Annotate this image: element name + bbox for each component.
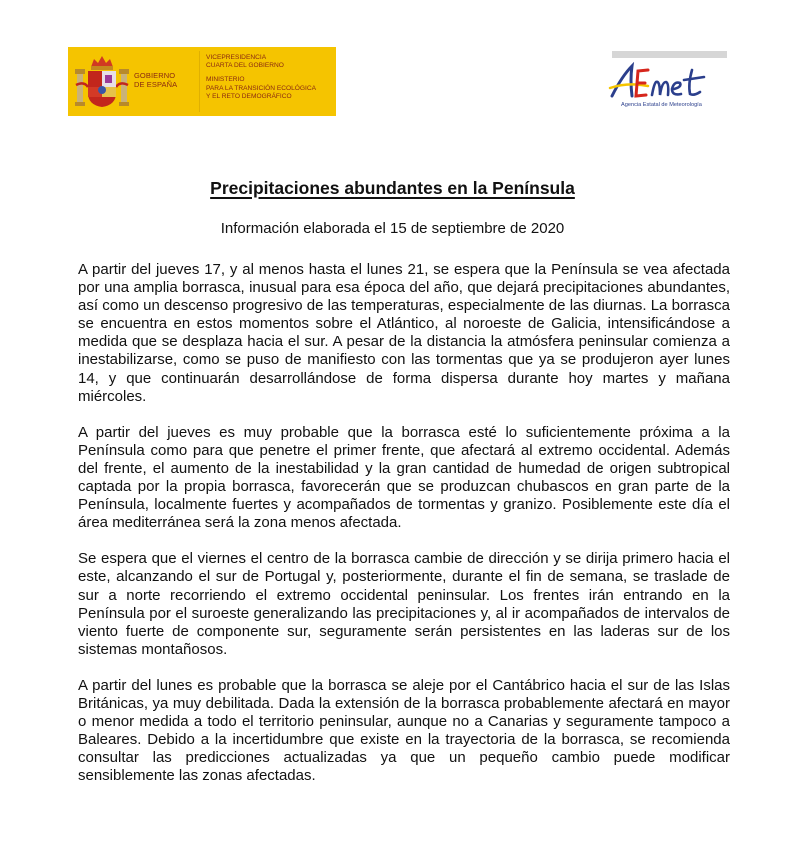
ministry-label xyxy=(206,54,316,101)
aemet-subtitle: Agencia Estatal de Meteorología xyxy=(621,102,702,108)
gobierno-de-espana-label xyxy=(134,71,177,89)
gobierno-line: GOBIERNO xyxy=(134,71,176,80)
paragraph: A partir del lunes es probable que la borrasca se aleje por el Cantábrico hacia el sur de las Islas Británicas, ya muy debilitada. Dada la extensión de la borrasca probablemente afectará en mayor o menor medida a todo el territorio peninsular, aunque no a Canarias y seguramente tampoco a Baleares. Debido a la incertidumbre que existe en la trayectoria de la borrasca, se recomienda consultar las predicciones actualizadas ya que un pequeño cambio puede modificar sensiblemente las zonas afectadas. xyxy=(78,676,730,785)
vicepresidencia-line: VICEPRESIDENCIA xyxy=(206,54,267,61)
cuarta-del-gobierno-line: CUARTA DEL GOBIERNO xyxy=(206,62,284,70)
gobierno-de-espana-logo xyxy=(68,47,336,116)
transicion-ecologica-line: PARA LA TRANSICIÓN ECOLÓGICA xyxy=(206,84,317,92)
gobierno-left-block xyxy=(68,47,198,116)
reto-demografico-line: Y EL RETO DEMOGRÁFICO xyxy=(206,92,292,100)
aemet-top-bar xyxy=(612,51,727,58)
de-espana-line: DE ESPAÑA xyxy=(134,80,178,89)
paragraph: Se espera que el viernes el centro de la borrasca cambie de dirección y se dirija primero hacia el este, alcanzando el sur de Portugal y, posteriormente, durante el fin de semana, se traslade de sur a norte recorriendo el extremo occidental peninsular. Los frentes irán entrando en la Península por el suroeste generalizando las precipitaciones y, al ir acompañados de intervalos de viento fuerte de componente sur, seguramente serán persistentes en las laderas sur de los sistemas montañosos. xyxy=(78,550,730,658)
paragraph: A partir del jueves es muy probable que la borrasca esté lo suficientemente próxima a la Península como para que penetre el primer frente, que afectará al extremo occidental. Además del frente, el aumento de la inestabilidad y la gran cantidad de humedad de origen subtropical captada por la propia borrasca, favorecerán que se produzcan chubascos en gran parte de la Península, localmente fuertes y acompañados de tormentas y granizo. Posiblemente este día el área mediterránea será la zona menos afectada. xyxy=(78,423,730,532)
logo-divider xyxy=(199,51,200,112)
paragraph: A partir del jueves 17, y al menos hasta el lunes 21, se espera que la Península se vea afectada por una amplia borrasca, inusual para esa época del año, que dejará precipitaciones abundantes, así como un descenso progresivo de las temperaturas, especialmente de las diurnas. La borrasca se encuentra en estos momentos sobre el Atlántico, al noroeste de Galicia, intensificándose a medida que se desplaza hacia el sur. A pesar de la distancia la atmósfera peninsular comienza a inestabilizarse, como se puso de manifiesto con las tormentas que ya se produjeron ayer lunes 14, y que continuarán desarrollándose de forma dispersa durante hoy martes y mañana miércoles. xyxy=(78,261,730,405)
document-body xyxy=(78,261,730,785)
ministerio-line: MINISTERIO xyxy=(206,76,245,84)
document-title: Precipitaciones abundantes en la Península xyxy=(210,178,575,198)
coat-of-arms-icon xyxy=(74,53,130,111)
aemet-wordmark-icon xyxy=(608,62,720,102)
aemet-logo xyxy=(608,50,728,115)
document-date: Información elaborada el 15 de septiembre de 2020 xyxy=(220,220,565,237)
